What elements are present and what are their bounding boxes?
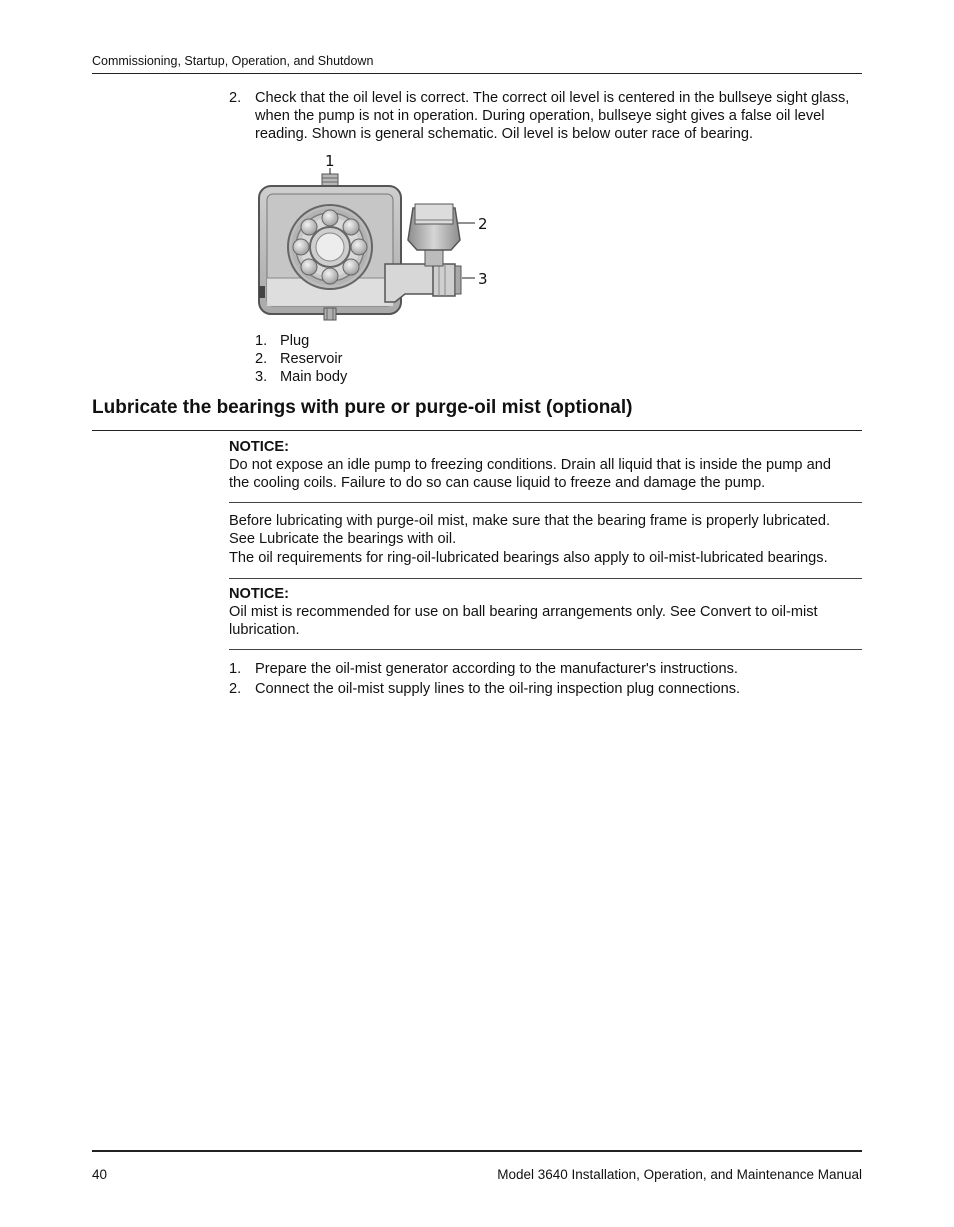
page-number: 40 [92, 1167, 108, 1182]
ball-bearing [288, 205, 372, 289]
step-number: 2. [229, 90, 242, 106]
notice-rule [229, 578, 862, 579]
step-number: 2. [229, 681, 242, 697]
oil-level-schematic-figure [255, 148, 495, 324]
step-text: Check that the oil level is correct. The correct oil level is centered in the bullseye sight glass, when the pump is not in operation. During operation, bullseye sight gives a false oil level reading. Shown is general schematic. Oil level is below outer race of bearing. [255, 90, 850, 142]
body-paragraph: The oil requirements for ring-oil-lubricated bearings also apply to oil-mist-lubricated bearings. [229, 550, 828, 566]
legend-label-main-body: Main body [280, 369, 348, 385]
notice-title: NOTICE: [229, 586, 289, 602]
footer-rule [92, 1150, 862, 1152]
step-number: 1. [229, 661, 242, 677]
notice-text: Do not expose an idle pump to freezing conditions. Drain all liquid that is inside the pump and the cooling coils. Failure to do so can cause liquid to freeze and damage the pump. [229, 457, 831, 491]
reservoir-part [408, 204, 460, 266]
legend-label-reservoir: Reservoir [280, 351, 343, 367]
manual-title: Model 3640 Installation, Operation, and Maintenance Manual [497, 1167, 862, 1182]
callout-3: 3 [478, 270, 488, 288]
header-rule [92, 73, 862, 74]
notice-rule [229, 502, 862, 503]
notice-rule [229, 649, 862, 650]
step-text: Connect the oil-mist supply lines to the oil-ring inspection plug connections. [255, 681, 741, 697]
notice-text: Oil mist is recommended for use on ball bearing arrangements only. See Convert to oil-mist lubrication. [229, 604, 818, 638]
legend-num: 3. [255, 369, 268, 385]
body-paragraph: Before lubricating with purge-oil mist, make sure that the bearing frame is properly lubricated. See Lubricate the bearings with oil. [229, 513, 831, 547]
callout-1: 1 [325, 152, 335, 170]
section-rule [92, 430, 862, 431]
running-header: Commissioning, Startup, Operation, and Shutdown [92, 54, 374, 68]
callout-2: 2 [478, 215, 488, 233]
legend-num: 1. [255, 333, 268, 349]
notice-title: NOTICE: [229, 439, 289, 455]
connector-tube [385, 264, 461, 302]
legend-label-plug: Plug [280, 333, 310, 349]
step-text: Prepare the oil-mist generator according to the manufacturer's instructions. [255, 661, 738, 677]
section-title: Lubricate the bearings with pure or purge-oil mist (optional) [92, 397, 633, 418]
legend-num: 2. [255, 351, 268, 367]
